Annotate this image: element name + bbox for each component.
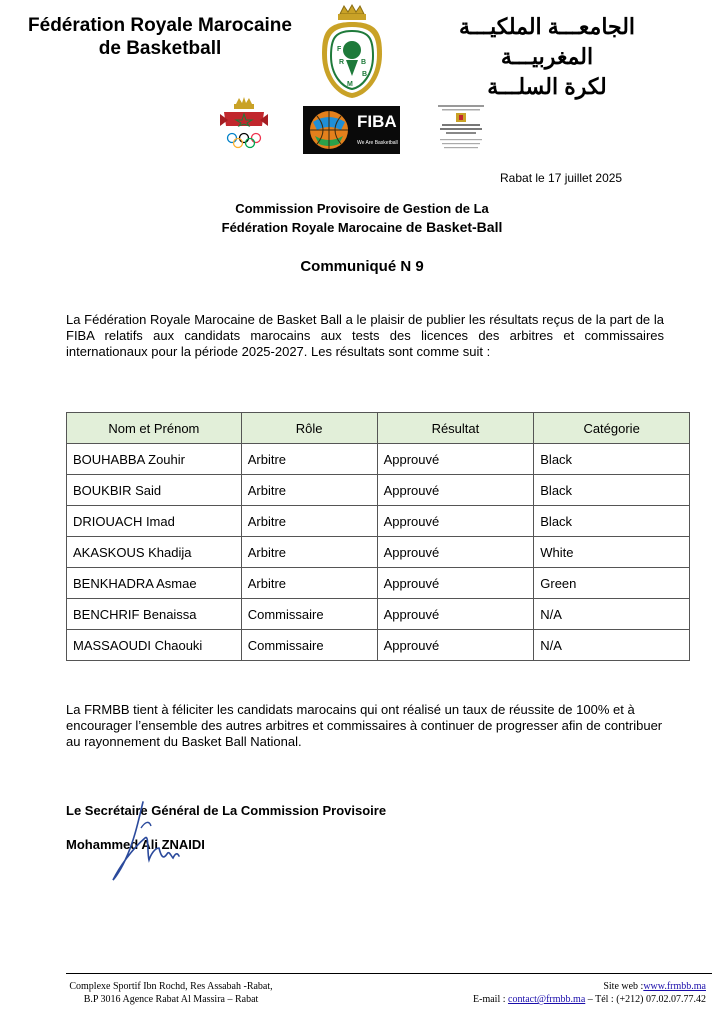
cell-role: Arbitre	[241, 537, 377, 568]
header-category: Catégorie	[534, 413, 690, 444]
crest-letter-f: F	[337, 46, 342, 53]
cell-category: Green	[534, 568, 690, 599]
signatory-name: Mohammed Ali ZNAIDI	[66, 837, 205, 852]
commission-line-2	[0, 218, 724, 237]
fiba-tagline: We Are Basketball	[357, 140, 398, 146]
email-link[interactable]: contact@frmbb.ma	[508, 994, 586, 1005]
cell-result: Approuvé	[377, 537, 534, 568]
table-row	[67, 444, 690, 475]
basketball-globe-icon	[305, 108, 353, 152]
federation-name-ar	[422, 12, 672, 102]
cell-result: Approuvé	[377, 568, 534, 599]
cell-name: MASSAOUDI Chaouki	[67, 630, 242, 661]
ministry-logo	[428, 103, 494, 157]
document-date: Rabat le 17 juillet 2025	[500, 171, 623, 185]
cell-result: Approuvé	[377, 444, 534, 475]
footer-web	[430, 980, 706, 993]
handwritten-signature	[105, 798, 195, 886]
footer-address-line2: B.P 3016 Agence Rabat Al Massira – Rabat	[83, 994, 259, 1005]
communique-title: Communiqué N 9	[300, 258, 424, 275]
federation-name-ar-line1: الجامعـــة الملكيـــة المغربيـــة	[458, 14, 636, 69]
footer-divider	[66, 973, 712, 974]
header-result: Résultat	[377, 413, 534, 444]
footer-address-line1: Complexe Sportif Ibn Rochd, Res Assabah -Rabat,	[69, 981, 273, 992]
commission-line-2-federation: Fédération Royale Marocaine	[221, 220, 403, 235]
header-name: Nom et Prénom	[67, 413, 242, 444]
cell-role: Arbitre	[241, 475, 377, 506]
cell-category: Black	[534, 475, 690, 506]
federation-name-fr-line1: Fédération Royale Marocaine	[28, 15, 292, 36]
cell-name: BOUHABBA Zouhir	[67, 444, 242, 475]
federation-name-fr-line2: de Basketball	[98, 38, 222, 59]
fiba-wordmark: FIBA	[357, 112, 397, 131]
cell-result: Approuvé	[377, 475, 534, 506]
cell-role: Arbitre	[241, 444, 377, 475]
table-row	[67, 537, 690, 568]
cell-role: Arbitre	[241, 568, 377, 599]
table-row	[67, 630, 690, 661]
footer-web-label: Site web :	[603, 981, 644, 992]
cell-category: Black	[534, 444, 690, 475]
cell-name: BENKHADRA Asmae	[67, 568, 242, 599]
cell-role: Commissaire	[241, 599, 377, 630]
cell-result: Approuvé	[377, 506, 534, 537]
cell-name: DRIOUACH Imad	[67, 506, 242, 537]
cell-role: Arbitre	[241, 506, 377, 537]
cell-category: Black	[534, 506, 690, 537]
footer-email-label: E-mail :	[473, 994, 506, 1005]
signatory-role: Le Secrétaire Général de La Commission Provisoire	[66, 803, 387, 818]
closing-paragraph: La FRMBB tient à féliciter les candidats marocains qui ont réalisé un taux de réussite de 100% et à encourager l’ensemble des autres arbitres et commissaires à continuer de progresser afin de contribuer au rayonnement du Basket Ball National.	[66, 702, 663, 749]
footer-address	[66, 980, 276, 1006]
commission-line-1: Commission Provisoire de Gestion de La	[235, 201, 489, 216]
cell-category: N/A	[534, 599, 690, 630]
cell-role: Commissaire	[241, 630, 377, 661]
table-row	[67, 599, 690, 630]
cell-category: N/A	[534, 630, 690, 661]
table-row	[67, 475, 690, 506]
crest-letter-m: M	[347, 81, 353, 88]
cell-category: White	[534, 537, 690, 568]
commission-line-2-basketball: de Basket-Ball	[405, 219, 503, 235]
results-table	[66, 412, 690, 661]
website-link[interactable]: www.frmbb.ma	[643, 981, 706, 992]
federation-name-ar-line2: لكرة السلـــة	[487, 74, 607, 99]
header-role: Rôle	[241, 413, 377, 444]
intro-paragraph: La Fédération Royale Marocaine de Basket Ball a le plaisir de publier les résultats reçus de la part de la FIBA relatifs aux candidats marocains aux tests des licences des arbitres et commissaires internationaux pour la période 2025-2027. Les résultats sont comme suit :	[66, 312, 664, 359]
crest-letter-r: R	[339, 59, 345, 66]
crest-letter-b2: B	[362, 71, 368, 78]
table-row	[67, 506, 690, 537]
cell-result: Approuvé	[377, 630, 534, 661]
footer-email-phone	[430, 993, 706, 1006]
cell-name: AKASKOUS Khadija	[67, 537, 242, 568]
cell-name: BENCHRIF Benaissa	[67, 599, 242, 630]
crest-letter-b1: B	[361, 59, 367, 66]
frmbb-crest-logo	[318, 4, 386, 100]
olympic-committee-logo	[218, 96, 270, 152]
footer-phone: – Tél : (+212) 07.02.07.77.42	[585, 994, 706, 1005]
federation-name-fr	[10, 14, 310, 60]
footer-contact	[430, 980, 706, 1006]
table-header-row	[67, 413, 690, 444]
table-row	[67, 568, 690, 599]
cell-result: Approuvé	[377, 599, 534, 630]
fiba-logo	[303, 106, 400, 154]
cell-name: BOUKBIR Said	[67, 475, 242, 506]
